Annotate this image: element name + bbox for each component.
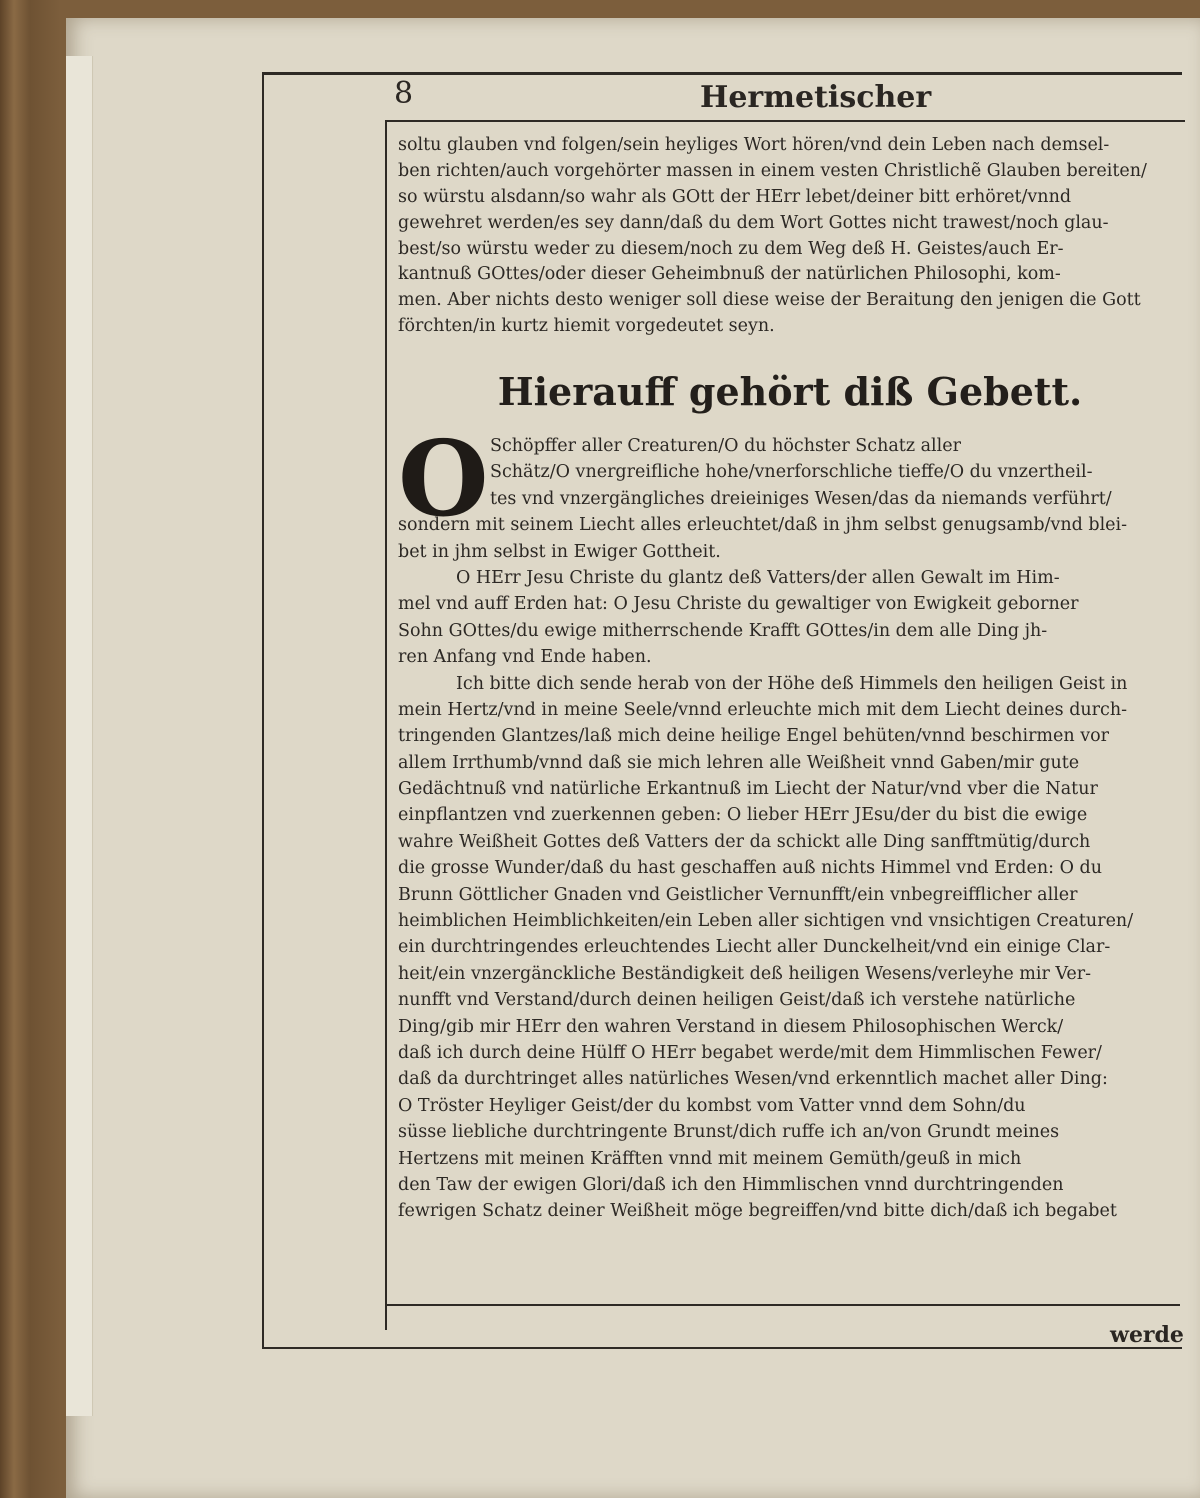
text-line: Ding/gib mir HErr den wahren Verstand in diesem Philosophischen Werck/ [398, 1016, 1064, 1037]
text-line: Schätz/O vnergreifliche hohe/vnerforschliche tieffe/O du vnzertheil- [490, 462, 1093, 483]
text-line: gewehret werden/es sey dann/daß du dem Wort Gottes nicht trawest/noch glau- [398, 212, 1109, 233]
text-line: O Tröster Heyliger Geist/der du kombst vom Vatter vnnd dem Sohn/du [398, 1095, 1026, 1116]
inner-rule-bottom [385, 1304, 1180, 1306]
inner-rule-left [385, 120, 387, 1330]
text-line: O HErr Jesu Christe du glantz deß Vatters/der allen Gewalt im Him- [456, 567, 1060, 588]
text-line: ben richten/auch vorgehörter massen in einem vesten Christlichẽ Glauben bereiten/ [398, 160, 1147, 181]
text-line: den Taw der ewigen Glori/daß ich den Himmlischen vnnd durchtringenden [398, 1174, 1064, 1195]
text-line: men. Aber nichts desto weniger soll diese weise der Beraitung den jenigen die Gott [398, 290, 1141, 311]
text-line: sondern mit seinem Liecht alles erleuchtet/daß in jhm selbst genugsamb/vnd blei- [398, 515, 1128, 536]
text-line: tringenden Glantzes/laß mich deine heilige Engel behüten/vnnd beschirmen vor [398, 726, 1110, 747]
page-number: 8 [394, 76, 414, 111]
text-line: so würstu alsdann/so wahr als GOtt der HErr lebet/deiner bitt erhöret/vnnd [398, 186, 1072, 207]
text-line: kantnuß GOttes/oder dieser Geheimbnuß der natürlichen Philosophi, kom- [398, 264, 1061, 285]
text-line: mein Hertz/vnd in meine Seele/vnnd erleuchte mich mit dem Liecht deines durch- [398, 699, 1128, 720]
text-line: förchten/in kurtz hiemit vorgedeutet seyn. [398, 316, 775, 337]
text-line: daß da durchtringet alles natürliches Wesen/vnd erkenntlich machet aller Ding: [398, 1069, 1108, 1090]
text-line: Gedächtnuß vnd natürliche Erkantnuß im Liecht der Natur/vnd vber die Natur [398, 779, 1098, 800]
running-head: Hermetischer [700, 80, 932, 115]
text-line: Ich bitte dich sende herab von der Höhe deß Himmels den heiligen Geist in [456, 673, 1128, 694]
text-line: allem Irrthumb/vnnd daß sie mich lehren alle Weißheit vnnd Gaben/mir gute [398, 752, 1080, 773]
text-line: best/so würstu weder zu diesem/noch zu dem Weg deß H. Geistes/auch Er- [398, 238, 1064, 259]
text-line: tes vnd vnzergängliches dreieiniges Wesen/das da niemands verführt/ [490, 488, 1112, 509]
text-line: bet in jhm selbst in Ewiger Gottheit. [398, 541, 721, 562]
text-line: einpflantzen vnd zuerkennen geben: O lieber HErr JEsu/der du bist die ewige [398, 805, 1088, 826]
text-line: fewrigen Schatz deiner Weißheit möge begreiffen/vnd bitte dich/daß ich begabet [398, 1201, 1117, 1222]
text-line: wahre Weißheit Gottes deß Vatters der da schickt alle Ding sanfftmütig/durch [398, 831, 1091, 852]
drop-cap-initial: O [398, 417, 489, 540]
page-fold-edge [66, 56, 93, 1416]
section-heading: Hierauff gehört diß Gebett. [497, 369, 1083, 414]
text-line: Schöpffer aller Creaturen/O du höchster Schatz aller [490, 436, 961, 456]
text-line: Hertzens mit meinen Kräfften vnnd mit meinem Gemüth/geuß in mich [398, 1148, 1022, 1169]
text-line: ein durchtringendes erleuchtendes Liecht aller Dunckelheit/vnd ein einige Clar- [398, 937, 1111, 958]
text-line: Brunn Göttlicher Gnaden vnd Geistlicher Vernunfft/ein vnbegreifflicher aller [398, 884, 1078, 905]
text-line: ren Anfang vnd Ende haben. [398, 647, 652, 668]
text-line: die grosse Wunder/daß du hast geschaffen auß nichts Himmel vnd Erden: O du [398, 858, 1102, 879]
text-line: Sohn GOttes/du ewige mitherrschende Krafft GOttes/in dem alle Ding jh- [398, 620, 1048, 641]
text-line: heimblichen Heimblichkeiten/ein Leben aller sichtigen vnd vnsichtigen Creaturen/ [398, 911, 1134, 932]
text-line: soltu glauben vnd folgen/sein heyliges Wort hören/vnd dein Leben nach demsel- [398, 135, 1110, 155]
text-line: nunfft vnd Verstand/durch deinen heiligen Geist/daß ich verstehe natürliche [398, 990, 1076, 1011]
text-line: daß ich durch deine Hülff O HErr begabet werde/mit dem Himmlischen Fewer/ [398, 1042, 1102, 1063]
intro-paragraph [398, 133, 1182, 340]
inner-rule-top [385, 120, 1185, 122]
prayer-text [398, 417, 1182, 1225]
catchword: werde [1110, 1322, 1184, 1348]
text-line: heit/ein vnzergänckliche Beständigkeit deß heiligen Wesens/verleyhe mir Ver- [398, 963, 1092, 984]
text-line: mel vnd auff Erden hat: O Jesu Christe du gewaltiger von Ewigkeit geborner [398, 594, 1079, 615]
text-line: süsse liebliche durchtringente Brunst/dich ruffe ich an/von Grundt meines [398, 1122, 1060, 1143]
